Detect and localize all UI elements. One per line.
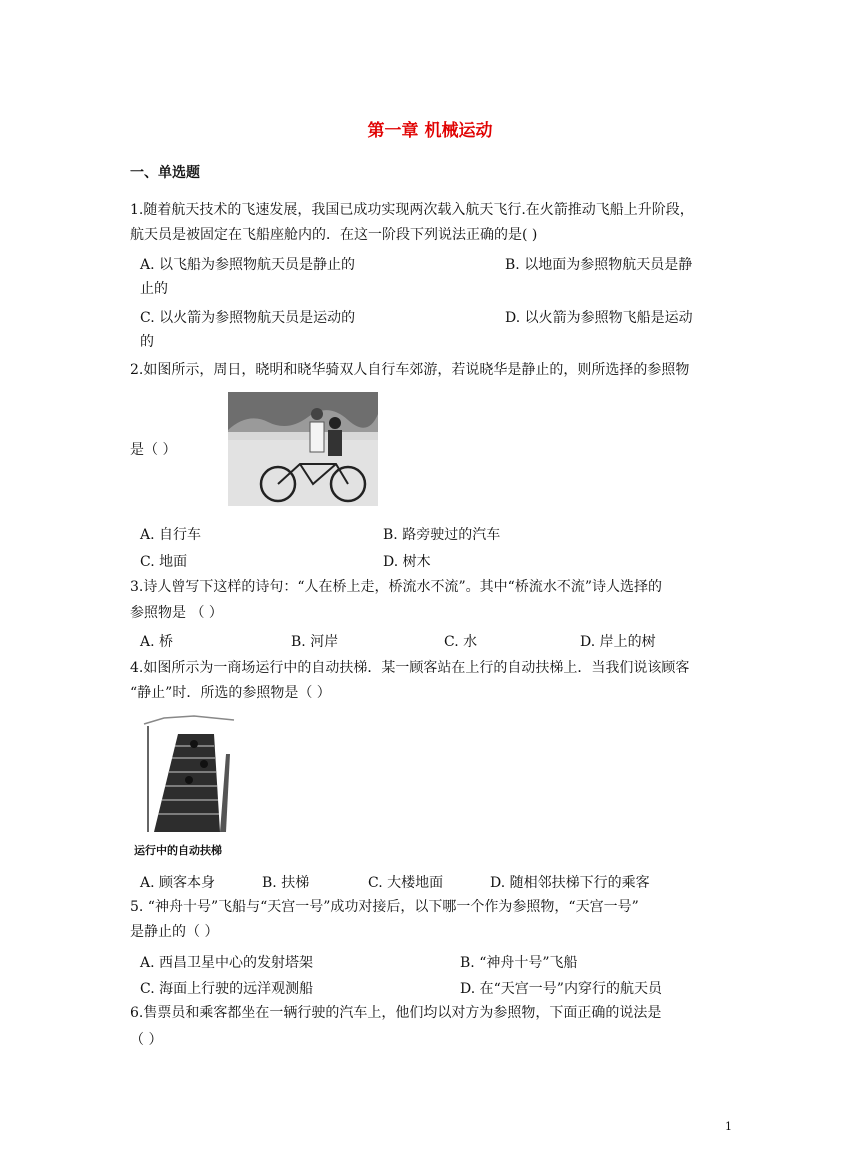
q3-option-a: A. 桥 <box>140 634 174 650</box>
q1-option-d-cont: 的 <box>140 334 154 350</box>
q3-stem-line2: 参照物是 （ ） <box>130 605 223 621</box>
q1-stem-line2: 航天员是被固定在飞船座舱内的．在这一阶段下列说法正确的是( ) <box>130 227 538 243</box>
q3-option-c: C. 水 <box>444 634 478 650</box>
q2-option-a: A. 自行车 <box>140 527 202 543</box>
q1-option-a: A. 以飞船为参照物航天员是静止的 <box>140 257 356 273</box>
q2-option-b: B. 路旁驶过的汽车 <box>383 527 501 543</box>
q4-option-c: C. 大楼地面 <box>368 875 444 891</box>
q4-stem-line2: “静止”时．所选的参照物是（ ） <box>130 685 331 701</box>
q4-option-d: D. 随相邻扶梯下行的乘客 <box>490 875 650 891</box>
escalator-photo <box>134 714 238 838</box>
q3-stem-line1: 3.诗人曾写下这样的诗句：“人在桥上走，桥流水不流”。其中“桥流水不流”诗人选择的 <box>130 579 662 595</box>
q2-stem-line2: 是（ ） <box>130 442 177 458</box>
q1-option-b: B. 以地面为参照物航天员是静 <box>505 257 693 273</box>
tandem-bicycle-photo <box>228 392 378 506</box>
q1-stem-line1: 1.随着航天技术的飞速发展，我国已成功实现两次载入航天飞行.在火箭推动飞船上升阶段， <box>130 202 694 218</box>
q4-option-a: A. 顾客本身 <box>140 875 216 891</box>
q1-option-c: C. 以火箭为参照物航天员是运动的 <box>140 310 356 326</box>
section-heading: 一、单选题 <box>130 165 200 181</box>
chapter-title: 第一章 机械运动 <box>367 121 493 141</box>
q5-option-c: C. 海面上行驶的远洋观测船 <box>140 981 314 997</box>
escalator-caption: 运行中的自动扶梯 <box>134 844 222 857</box>
q1-option-d: D. 以火箭为参照物飞船是运动 <box>505 310 693 326</box>
q5-stem-line1: 5. “神舟十号”飞船与“天宫一号”成功对接后，以下哪一个作为参照物，“天宫一号” <box>130 899 639 915</box>
q5-stem-line2: 是静止的（ ） <box>130 924 219 940</box>
q5-option-a: A. 西昌卫星中心的发射塔架 <box>140 955 314 971</box>
q4-stem-line1: 4.如图所示为一商场运行中的自动扶梯．某一顾客站在上行的自动扶梯上．当我们说该顾客 <box>130 660 690 676</box>
q2-option-c: C. 地面 <box>140 554 188 570</box>
q4-option-b: B. 扶梯 <box>262 875 310 891</box>
q6-stem-line1: 6.售票员和乘客都坐在一辆行驶的汽车上，他们均以对方为参照物，下面正确的说法是 <box>130 1005 662 1021</box>
q5-option-b: B. “神舟十号”飞船 <box>460 955 578 971</box>
q3-option-b: B. 河岸 <box>291 634 339 650</box>
q6-stem-line2: （ ） <box>130 1032 163 1048</box>
q2-stem-line1: 2.如图所示，周日，晓明和晓华骑双人自行车郊游，若说晓华是静止的，则所选择的参照物 <box>130 362 690 378</box>
q5-option-d: D. 在“天宫一号”内穿行的航天员 <box>460 981 662 997</box>
q2-option-d: D. 树木 <box>383 554 431 570</box>
q1-option-b-cont: 止的 <box>140 281 168 297</box>
page-number: 1 <box>725 1120 732 1133</box>
q3-option-d: D. 岸上的树 <box>580 634 656 650</box>
